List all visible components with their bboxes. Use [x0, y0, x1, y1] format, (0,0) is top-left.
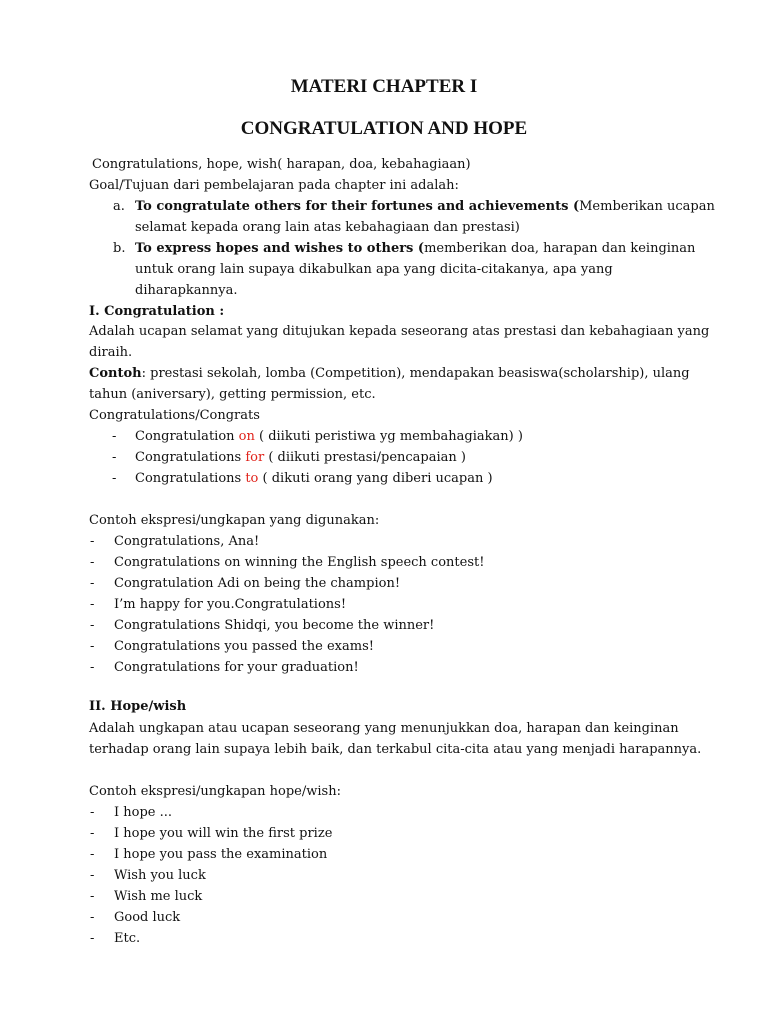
list-dash: -: [112, 471, 117, 486]
list-dash: -: [90, 597, 95, 612]
contoh-label: Contoh: [89, 366, 142, 381]
list-dash: -: [90, 847, 95, 862]
list-dash: -: [90, 910, 95, 925]
form-text: Congratulation: [135, 429, 239, 444]
form-item: [135, 448, 466, 468]
example-item: Good luck: [114, 910, 181, 925]
definition-line: terhadap orang lain supaya lebih baik, dan terkabul cita-cita atau yang menjadi harapannya.: [89, 742, 702, 757]
example-item: I hope ...: [114, 805, 173, 820]
definition-line: Adalah ungkapan atau ucapan seseorang yang menunjukkan doa, harapan dan keinginan: [89, 721, 679, 736]
example-item: Wish me luck: [114, 889, 203, 904]
list-dash: -: [90, 534, 95, 549]
list-dash: -: [90, 868, 95, 883]
examples-label: Contoh ekspresi/ungkapan yang digunakan:: [89, 513, 380, 528]
form-text: Congratulations: [135, 450, 246, 465]
example-item: Congratulation Adi on being the champion!: [114, 576, 401, 591]
preposition-highlight: for: [245, 450, 265, 465]
goal-item: [135, 239, 695, 259]
document-title: MATERI CHAPTER I: [290, 76, 478, 97]
goal-paren: (: [568, 199, 580, 214]
example-item: Congratulations you passed the exams!: [114, 639, 374, 654]
example-item: Congratulations for your graduation!: [114, 660, 359, 675]
list-marker: a.: [113, 199, 125, 214]
contoh-text: : prestasi sekolah, lomba (Competition), mendapakan beasiswa(scholarship), ulang: [141, 366, 690, 381]
list-dash: -: [90, 576, 95, 591]
list-dash: -: [90, 826, 95, 841]
section-heading: II. Hope/wish: [89, 699, 187, 714]
goal-text: Memberikan ucapan: [579, 199, 715, 214]
goal-text: memberikan doa, harapan dan keinginan: [424, 241, 696, 256]
form-text: Congratulations: [135, 471, 246, 486]
form-note: ( diikuti peristiwa yg membahagiakan) ): [254, 429, 523, 444]
example-item: Etc.: [114, 931, 141, 946]
example-item: Congratulations on winning the English speech contest!: [114, 555, 485, 570]
intro-line: Congratulations, hope, wish( harapan, doa, kebahagiaan): [92, 157, 471, 172]
list-dash: -: [112, 450, 117, 465]
example-item: Congratulations Shidqi, you become the winner!: [114, 618, 435, 633]
preposition-highlight: to: [245, 471, 259, 486]
list-dash: -: [90, 931, 95, 946]
form-item: [135, 469, 493, 489]
forms-label: Congratulations/Congrats: [89, 408, 260, 423]
goal-bold-text: To congratulate others for their fortunes and achievements: [135, 199, 569, 214]
list-dash: -: [90, 618, 95, 633]
list-dash: -: [90, 639, 95, 654]
document-subtitle: CONGRATULATION AND HOPE: [240, 118, 528, 139]
list-dash: -: [112, 429, 117, 444]
goal-intro-line: Goal/Tujuan dari pembelajaran pada chapter ini adalah:: [89, 178, 459, 193]
form-item: [135, 427, 523, 447]
section-heading: I. Congratulation :: [89, 304, 225, 319]
example-item: I hope you pass the examination: [114, 847, 328, 862]
list-dash: -: [90, 889, 95, 904]
goal-continuation: untuk orang lain supaya dikabulkan apa yang dicita-citakanya, apa yang: [135, 262, 613, 277]
goal-continuation: selamat kepada orang lain atas kebahagiaan dan prestasi): [135, 220, 520, 235]
form-note: ( dikuti orang yang diberi ucapan ): [258, 471, 493, 486]
goal-paren: (: [413, 241, 425, 256]
example-item: I’m happy for you.Congratulations!: [114, 597, 347, 612]
goal-continuation: diharapkannya.: [135, 283, 238, 298]
goal-item: [135, 197, 715, 217]
examples-label: Contoh ekspresi/ungkapan hope/wish:: [89, 784, 341, 799]
contoh-line: tahun (aniversary), getting permission, etc.: [89, 387, 376, 402]
form-note: ( diikuti prestasi/pencapaian ): [264, 450, 466, 465]
example-item: I hope you will win the first prize: [114, 826, 333, 841]
definition-line: Adalah ucapan selamat yang ditujukan kepada seseorang atas prestasi dan kebahagiaan yang: [89, 324, 710, 339]
goal-bold-text: To express hopes and wishes to others: [135, 241, 414, 256]
example-item: Wish you luck: [114, 868, 206, 883]
preposition-highlight: on: [238, 429, 255, 444]
contoh-line: [89, 364, 690, 384]
list-dash: -: [90, 805, 95, 820]
example-item: Congratulations, Ana!: [114, 534, 260, 549]
definition-line: diraih.: [89, 345, 133, 360]
list-dash: -: [90, 660, 95, 675]
list-dash: -: [90, 555, 95, 570]
list-marker: b.: [113, 241, 126, 256]
